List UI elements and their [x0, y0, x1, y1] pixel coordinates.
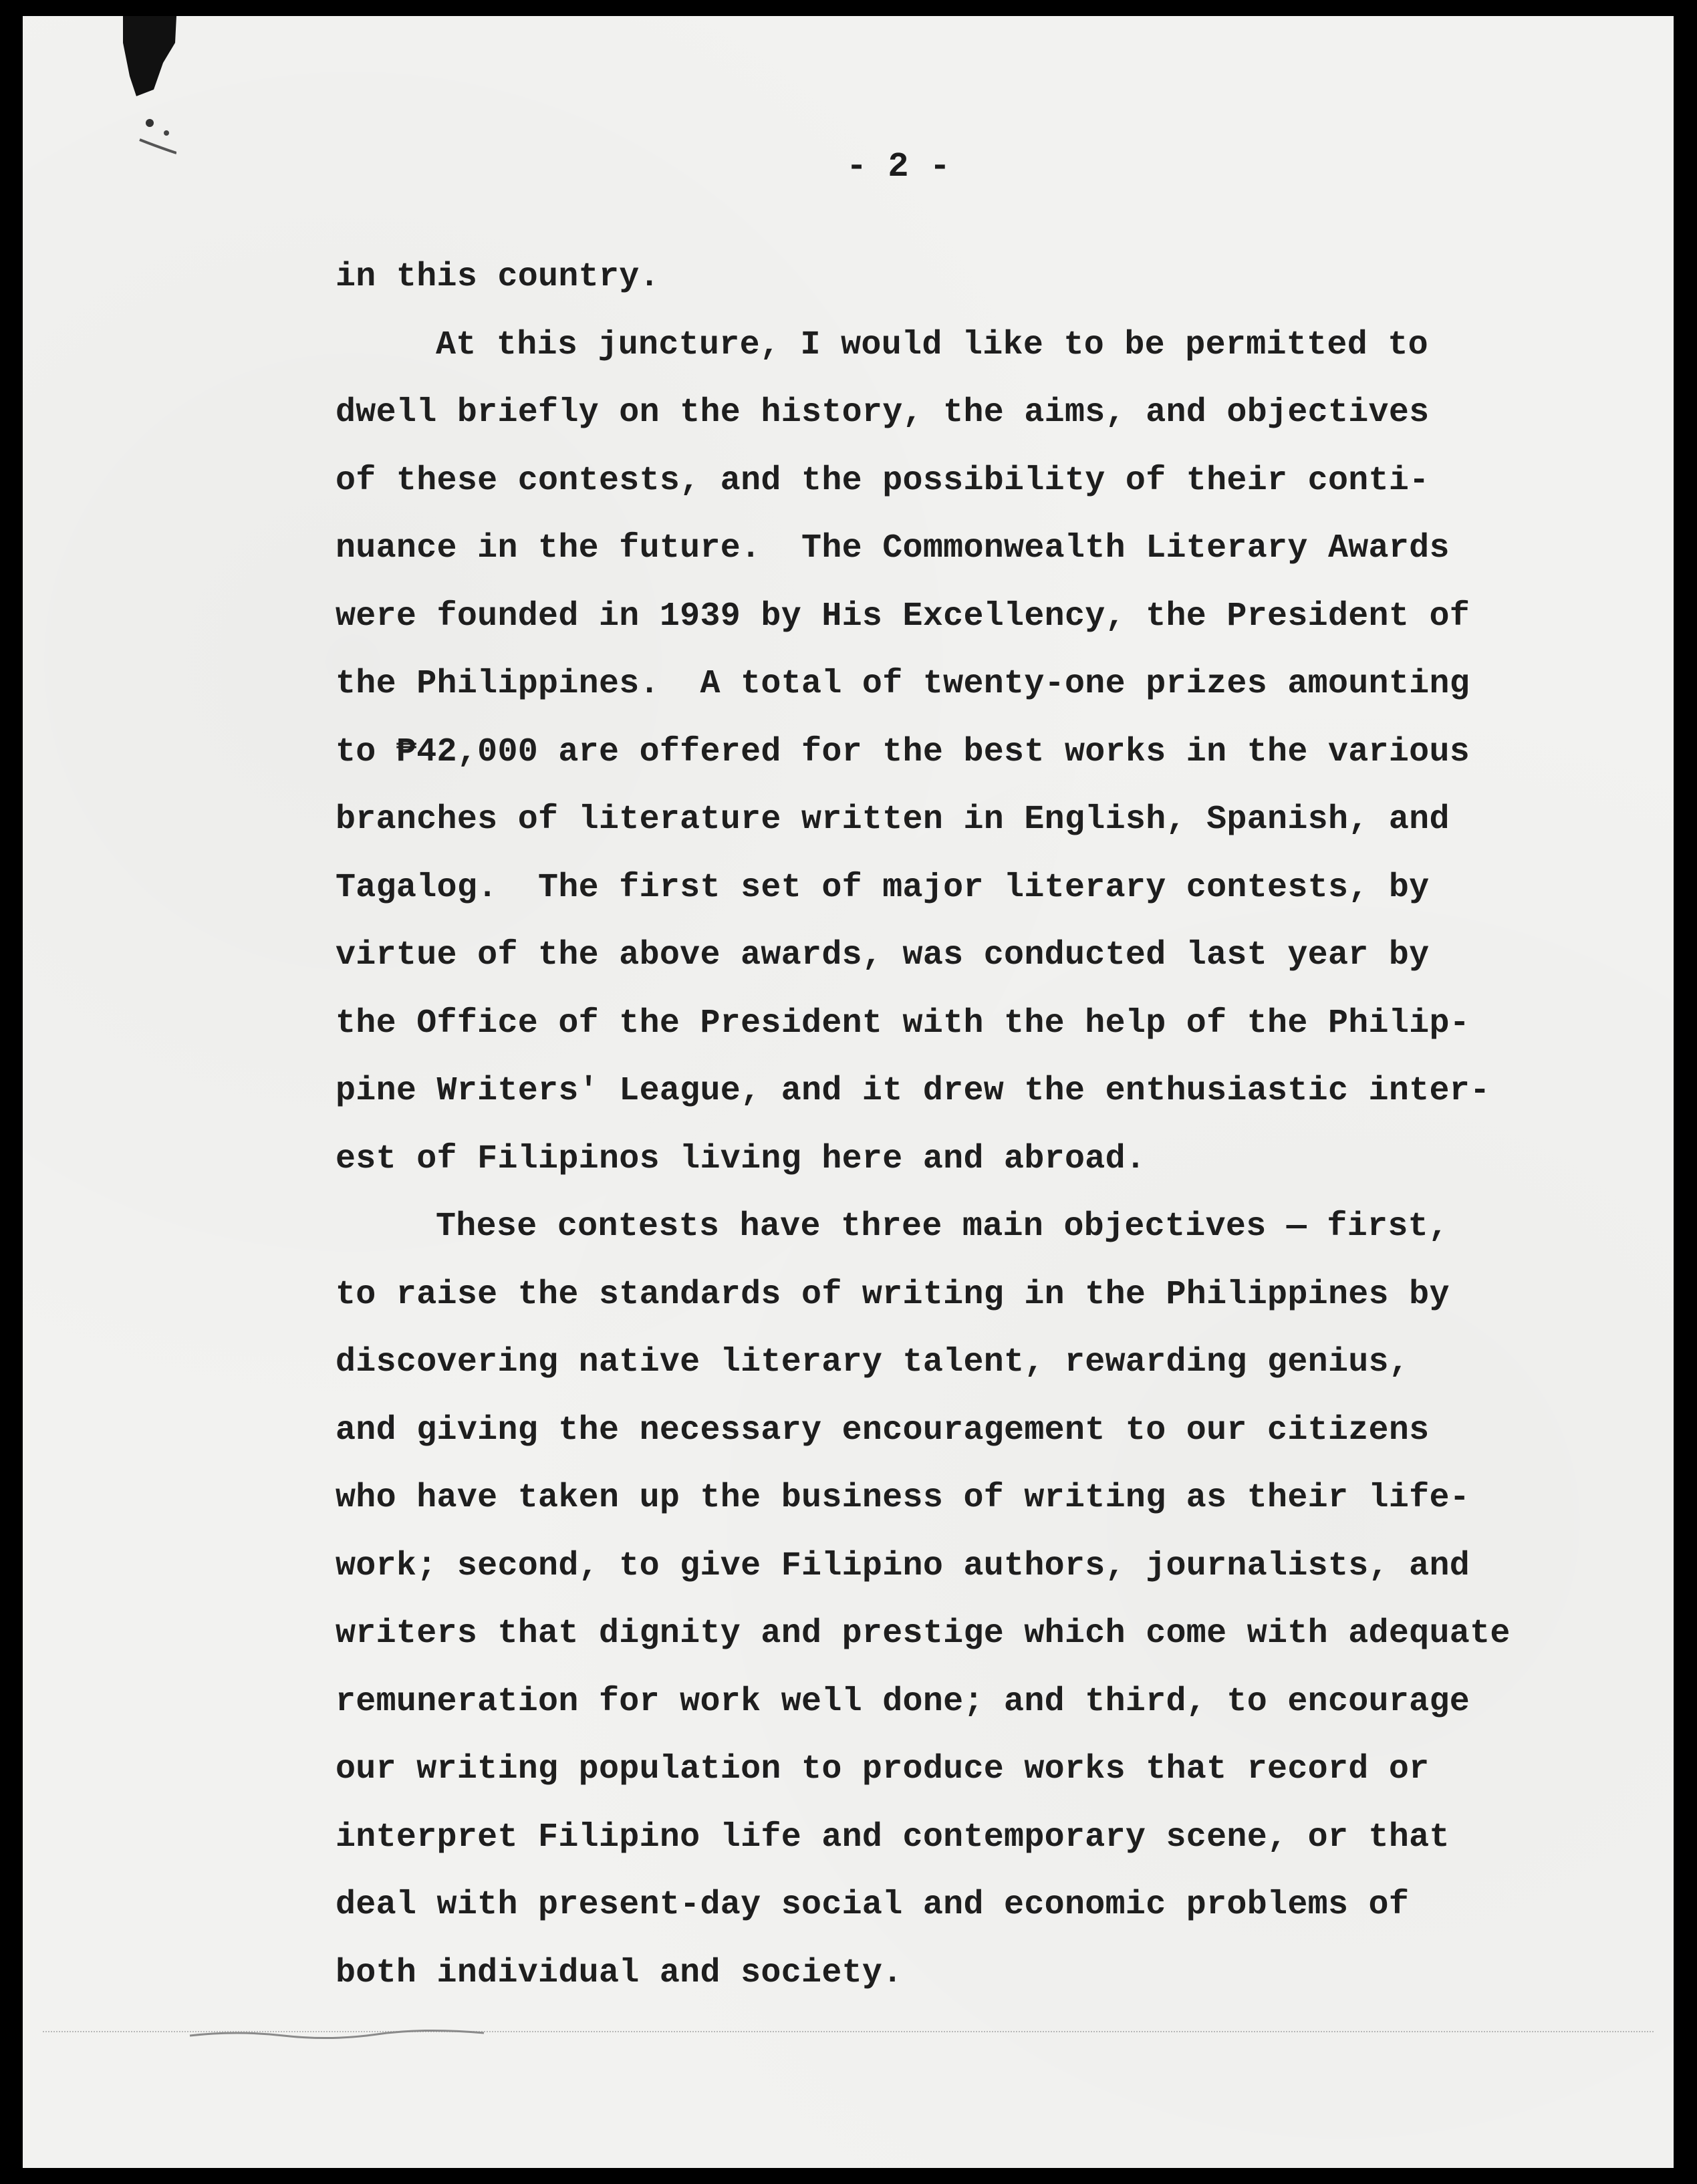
text-line: nuance in the future. The Commonwealth Literary Awards	[336, 529, 1450, 567]
text-line: were founded in 1939 by His Excellency, the President of	[336, 597, 1470, 636]
text-line: discovering native literary talent, rewarding genius,	[336, 1343, 1410, 1381]
page-number: - 2 -	[845, 147, 951, 186]
text-line: Tagalog. The first set of major literary contests, by	[336, 868, 1430, 907]
text-line: virtue of the above awards, was conducted last year by	[336, 936, 1430, 974]
text-line: remuneration for work well done; and third, to encourage	[336, 1682, 1470, 1721]
text-line: pine Writers' League, and it drew the enthusiastic inter-	[336, 1072, 1490, 1110]
text-line: branches of literature written in English, Spanish, and	[336, 801, 1450, 839]
document-page	[23, 16, 1674, 2168]
text-line: the Office of the President with the help of the Philip-	[336, 1004, 1470, 1043]
text-line: dwell briefly on the history, the aims, and objectives	[336, 394, 1430, 432]
text-line: and giving the necessary encouragement to our citizens	[336, 1411, 1430, 1450]
text-line: These contests have three main objectives — first,	[436, 1208, 1449, 1246]
text-line: interpret Filipino life and contemporary scene, or that	[336, 1818, 1450, 1857]
text-line: est of Filipinos living here and abroad.	[336, 1139, 1146, 1178]
text-line: deal with present-day social and economic problems of	[336, 1886, 1410, 1924]
typewritten-body	[336, 243, 1605, 2007]
text-line: of these contests, and the possibility of their conti-	[336, 461, 1430, 500]
text-line: our writing population to produce works that record or	[336, 1750, 1430, 1788]
text-line: to ₱42,000 are offered for the best works in the various	[336, 732, 1470, 771]
bottom-scratch-mark	[176, 2021, 551, 2048]
text-line: the Philippines. A total of twenty-one prizes amounting	[336, 665, 1470, 703]
text-line: who have taken up the business of writing as their life-	[336, 1479, 1470, 1517]
text-line: in this country.	[336, 258, 660, 296]
torn-corner-mark	[23, 16, 176, 176]
text-line: work; second, to give Filipino authors, journalists, and	[336, 1546, 1470, 1585]
text-line: At this juncture, I would like to be permitted to	[436, 325, 1428, 364]
text-line: to raise the standards of writing in the Philippines by	[336, 1275, 1450, 1314]
text-line: both individual and society.	[336, 1953, 903, 1992]
text-line: writers that dignity and prestige which come with adequate	[336, 1615, 1511, 1653]
